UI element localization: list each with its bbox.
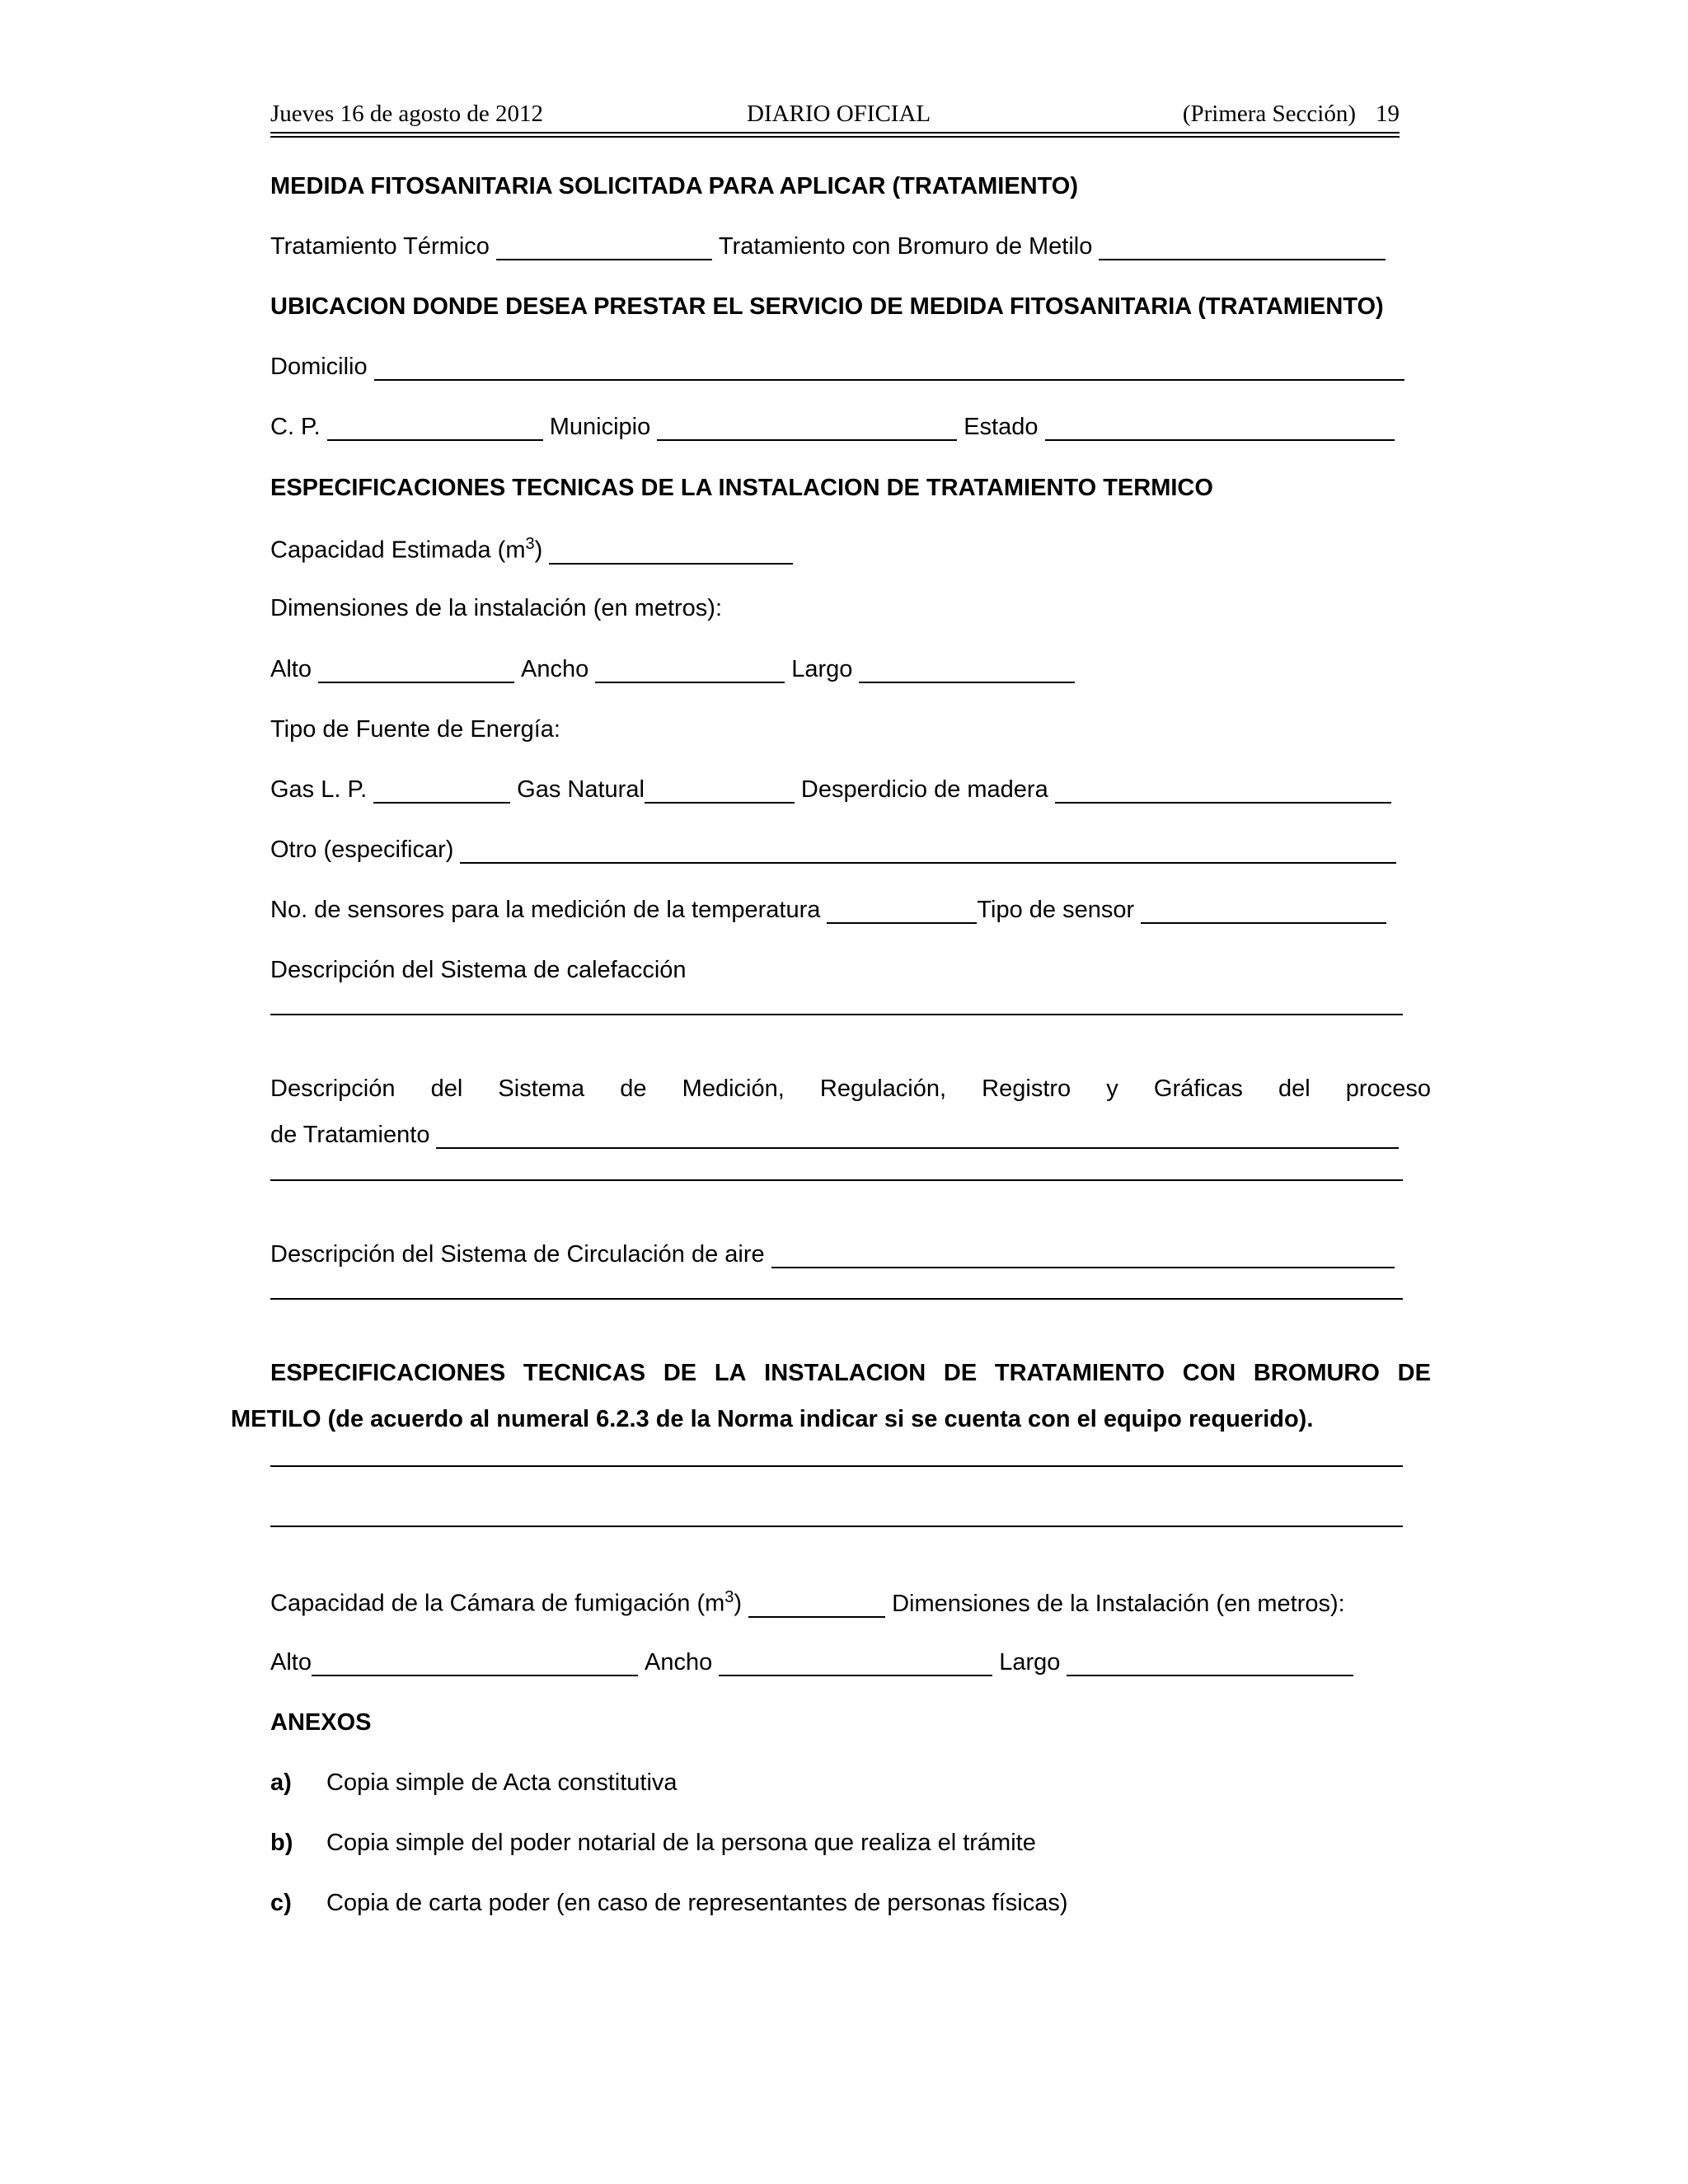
field-largo[interactable] bbox=[859, 657, 1075, 683]
label-close-paren: ) bbox=[534, 537, 543, 564]
field-no-sensores[interactable] bbox=[827, 898, 977, 924]
label-estado: Estado bbox=[964, 414, 1039, 440]
field-capacidad-camara[interactable] bbox=[748, 1591, 885, 1618]
field-capacidad-estimada[interactable] bbox=[549, 538, 793, 565]
word: TECNICAS bbox=[523, 1360, 646, 1386]
row-circulacion bbox=[270, 1241, 1401, 1268]
field-tratamiento-termico[interactable] bbox=[496, 234, 712, 260]
list-item-letter: b) bbox=[270, 1830, 293, 1856]
word: DE bbox=[663, 1360, 697, 1386]
field-tipo-sensor[interactable] bbox=[1141, 898, 1386, 924]
label-tratamiento-bromuro: Tratamiento con Bromuro de Metilo bbox=[718, 233, 1093, 260]
word: y bbox=[1106, 1076, 1118, 1102]
label-tipo-fuente: Tipo de Fuente de Energía: bbox=[270, 716, 560, 743]
section-title-anexos: ANEXOS bbox=[270, 1709, 372, 1736]
row-alto-ancho-largo bbox=[270, 656, 1081, 683]
header-rule-double bbox=[270, 136, 1400, 138]
list-item bbox=[270, 1769, 678, 1797]
field-otro[interactable] bbox=[460, 837, 1396, 864]
row-fuentes-energia bbox=[270, 776, 1398, 804]
field-desc-medicion[interactable] bbox=[436, 1122, 1399, 1149]
section-title-bromuro-line2: METILO (de acuerdo al numeral 6.2.3 de la Norma indicar si se cuenta con el equipo requerido). bbox=[231, 1406, 1314, 1432]
label-cp: C. P. bbox=[270, 414, 321, 440]
unit-superscript: 3 bbox=[525, 535, 535, 553]
field-tratamiento-bromuro[interactable] bbox=[1099, 234, 1386, 260]
word: CON bbox=[1182, 1360, 1236, 1386]
header-page-number: 19 bbox=[1376, 101, 1400, 127]
list-item bbox=[270, 1830, 1036, 1857]
word: DE bbox=[943, 1360, 978, 1386]
word: TRATAMIENTO bbox=[994, 1360, 1165, 1386]
field-bromuro-line2[interactable] bbox=[270, 1526, 1403, 1527]
word: BROMURO bbox=[1253, 1360, 1380, 1386]
field-desc-calefaccion[interactable] bbox=[270, 1014, 1403, 1015]
field-desc-medicion-line2[interactable] bbox=[270, 1179, 1403, 1181]
row-domicilio bbox=[270, 354, 1411, 381]
label-ancho: Ancho bbox=[520, 656, 589, 682]
label-dimensiones-instalacion: Dimensiones de la Instalación (en metros): bbox=[892, 1590, 1345, 1617]
label-desc-calefaccion: Descripción del Sistema de calefacción bbox=[270, 957, 687, 983]
list-item-text: Copia de carta poder (en caso de representantes de personas físicas) bbox=[326, 1890, 1068, 1916]
field-gas-lp[interactable] bbox=[373, 777, 510, 804]
section-title-termico: ESPECIFICACIONES TECNICAS DE LA INSTALACION DE TRATAMIENTO TERMICO bbox=[270, 475, 1213, 501]
unit-superscript: 3 bbox=[724, 1588, 734, 1606]
label-ancho: Ancho bbox=[644, 1649, 713, 1675]
field-desc-circulacion-line2[interactable] bbox=[270, 1298, 1403, 1300]
header-section: (Primera Sección) bbox=[1182, 101, 1356, 127]
row-tratamiento bbox=[270, 233, 1392, 260]
field-ancho[interactable] bbox=[595, 657, 785, 683]
word: INSTALACION bbox=[764, 1360, 926, 1386]
label-alto: Alto bbox=[270, 1649, 312, 1675]
label-tratamiento-termico: Tratamiento Térmico bbox=[270, 233, 490, 260]
word: Regulación, bbox=[819, 1076, 947, 1102]
label-largo: Largo bbox=[791, 656, 853, 682]
label-alto: Alto bbox=[270, 656, 312, 682]
row-capacidad-camara bbox=[270, 1588, 1345, 1618]
label-capacidad-text: Capacidad Estimada (m bbox=[270, 537, 526, 564]
section-title-medida: MEDIDA FITOSANITARIA SOLICITADA PARA APLICAR (TRATAMIENTO) bbox=[270, 173, 1079, 199]
word: Sistema bbox=[498, 1076, 585, 1102]
field-municipio[interactable] bbox=[657, 415, 957, 441]
word: ESPECIFICACIONES bbox=[270, 1360, 506, 1386]
word: del bbox=[1278, 1076, 1311, 1102]
field-desc-circulacion[interactable] bbox=[771, 1242, 1395, 1268]
list-item-text: Copia simple del poder notarial de la persona que realiza el trámite bbox=[326, 1830, 1036, 1856]
field-camara-largo[interactable] bbox=[1067, 1650, 1353, 1676]
label-close-paren: ) bbox=[734, 1590, 743, 1617]
row-otro bbox=[270, 837, 1403, 864]
label-capacidad-estimada bbox=[270, 535, 542, 565]
word: DE bbox=[1397, 1360, 1431, 1386]
word: proceso bbox=[1345, 1076, 1431, 1102]
row-de-tratamiento bbox=[270, 1122, 1405, 1149]
label-gas-natural: Gas Natural bbox=[517, 776, 645, 803]
label-desc-circulacion: Descripción del Sistema de Circulación de aire bbox=[270, 1241, 765, 1268]
row-sensores bbox=[270, 897, 1393, 924]
word: de bbox=[620, 1076, 647, 1102]
label-desc-medicion bbox=[270, 1076, 1431, 1103]
header-date: Jueves 16 de agosto de 2012 bbox=[270, 101, 544, 127]
list-item-text: Copia simple de Acta constitutiva bbox=[326, 1769, 678, 1796]
field-domicilio[interactable] bbox=[374, 354, 1404, 381]
label-de-tratamiento: de Tratamiento bbox=[270, 1122, 430, 1148]
field-desperdicio[interactable] bbox=[1055, 777, 1391, 804]
list-item-letter: c) bbox=[270, 1890, 292, 1916]
page-header bbox=[270, 97, 1400, 137]
label-domicilio: Domicilio bbox=[270, 354, 368, 380]
field-estado[interactable] bbox=[1045, 415, 1395, 441]
label-municipio: Municipio bbox=[549, 414, 651, 440]
field-camara-ancho[interactable] bbox=[719, 1650, 992, 1676]
word: Medición, bbox=[682, 1076, 785, 1102]
word: del bbox=[430, 1076, 463, 1102]
section-title-bromuro bbox=[270, 1360, 1431, 1387]
header-rule bbox=[270, 132, 1400, 134]
label-largo: Largo bbox=[999, 1649, 1061, 1675]
field-camara-alto[interactable] bbox=[312, 1650, 638, 1676]
row-camara-alto-ancho-largo bbox=[270, 1649, 1360, 1676]
label-tipo-sensor: Tipo de sensor bbox=[977, 897, 1135, 923]
label-capacidad-camara-text: Capacidad de la Cámara de fumigación (m bbox=[270, 1590, 725, 1617]
field-gas-natural[interactable] bbox=[645, 777, 795, 804]
word: Registro bbox=[982, 1076, 1071, 1102]
row-cp-municipio-estado bbox=[270, 414, 1401, 441]
word: Gráficas bbox=[1153, 1076, 1243, 1102]
label-capacidad-camara bbox=[270, 1588, 742, 1618]
word: Descripción bbox=[270, 1076, 396, 1102]
field-alto[interactable] bbox=[318, 657, 514, 683]
label-dimensiones: Dimensiones de la instalación (en metros): bbox=[270, 595, 723, 621]
section-title-ubicacion: UBICACION DONDE DESEA PRESTAR EL SERVICIO DE MEDIDA FITOSANITARIA (TRATAMIENTO) bbox=[270, 293, 1384, 320]
list-item-letter: a) bbox=[270, 1769, 292, 1796]
field-bromuro-line1[interactable] bbox=[270, 1465, 1403, 1467]
label-gas-lp: Gas L. P. bbox=[270, 776, 368, 803]
label-desperdicio: Desperdicio de madera bbox=[800, 776, 1048, 803]
label-otro: Otro (especificar) bbox=[270, 837, 454, 863]
header-section-page bbox=[1163, 101, 1400, 128]
word: LA bbox=[714, 1360, 747, 1386]
row-capacidad-estimada bbox=[270, 535, 799, 565]
list-item bbox=[270, 1890, 1068, 1917]
header-publication: DIARIO OFICIAL bbox=[747, 101, 931, 127]
field-cp[interactable] bbox=[327, 415, 543, 441]
label-no-sensores: No. de sensores para la medición de la temperatura bbox=[270, 897, 821, 923]
